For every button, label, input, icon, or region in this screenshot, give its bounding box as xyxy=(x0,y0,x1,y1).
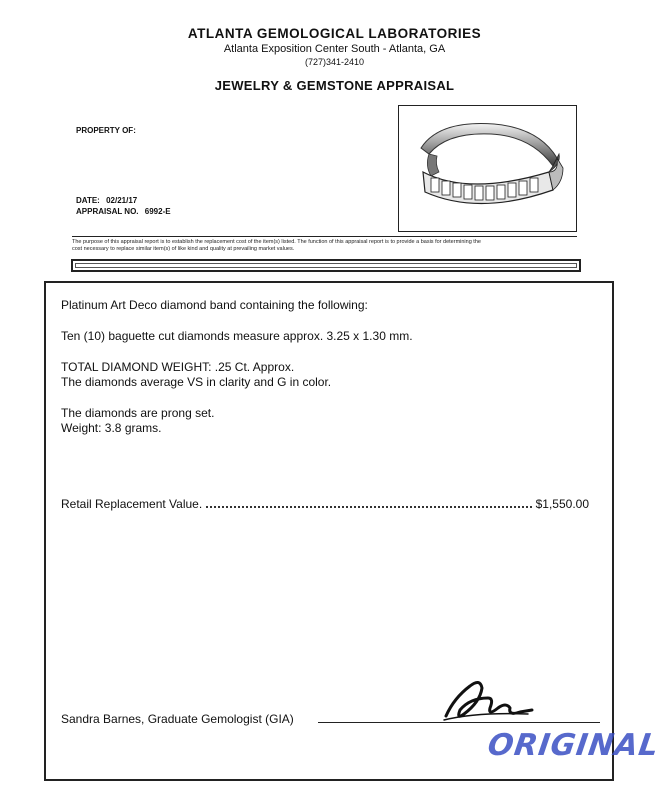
appraisal-no-row xyxy=(76,207,171,216)
ring-photo xyxy=(398,105,577,232)
diamond-quality: The diamonds average VS in clarity and G in color. xyxy=(61,375,332,389)
item-intro: Platinum Art Deco diamond band containing the following: xyxy=(61,298,368,312)
purpose-statement xyxy=(72,236,577,253)
retail-value-row xyxy=(61,497,589,513)
purpose-line-1: The purpose of this appraisal report is to establish the replacement cost of the item(s) listed. The function of this appraisal report is to provide a basis for determining the xyxy=(72,239,481,245)
date-value: 02/21/17 xyxy=(106,196,138,205)
dot-leader xyxy=(206,506,531,508)
lab-header xyxy=(0,26,669,67)
retail-value-label: Retail Replacement Value. xyxy=(61,497,203,511)
appraisal-no-value: 6992-E xyxy=(144,207,171,216)
lab-address: Atlanta Exposition Center South - Atlanta, GA xyxy=(223,43,446,55)
date-row xyxy=(76,196,137,205)
setting-type: The diamonds are prong set. xyxy=(61,406,215,420)
diamond-details: Ten (10) baguette cut diamonds measure approx. 3.25 x 1.30 mm. xyxy=(61,329,413,343)
property-of-label: PROPERTY OF: xyxy=(76,126,136,135)
total-diamond-weight: TOTAL DIAMOND WEIGHT: .25 Ct. Approx. xyxy=(61,360,295,374)
decorative-divider-bar xyxy=(71,259,581,272)
original-stamp: ORIGINAL xyxy=(485,728,662,763)
diamond-ring-image xyxy=(399,106,576,231)
lab-phone: (727)341-2410 xyxy=(304,57,365,67)
document-title: JEWELRY & GEMSTONE APPRAISAL xyxy=(214,78,455,93)
lab-name: ATLANTA GEMOLOGICAL LABORATORIES xyxy=(187,26,482,41)
appraisal-no-label: APPRAISAL NO. xyxy=(76,207,139,216)
purpose-line-2: cost necessary to replace similar item(s) of like kind and quality at prevailing market values. xyxy=(72,246,295,252)
handwritten-signature xyxy=(436,668,536,728)
item-weight: Weight: 3.8 grams. xyxy=(61,421,162,435)
date-label: DATE: xyxy=(76,196,100,205)
appraiser-name: Sandra Barnes, Graduate Gemologist (GIA) xyxy=(61,712,294,726)
retail-value-amount: $1,550.00 xyxy=(535,497,589,511)
